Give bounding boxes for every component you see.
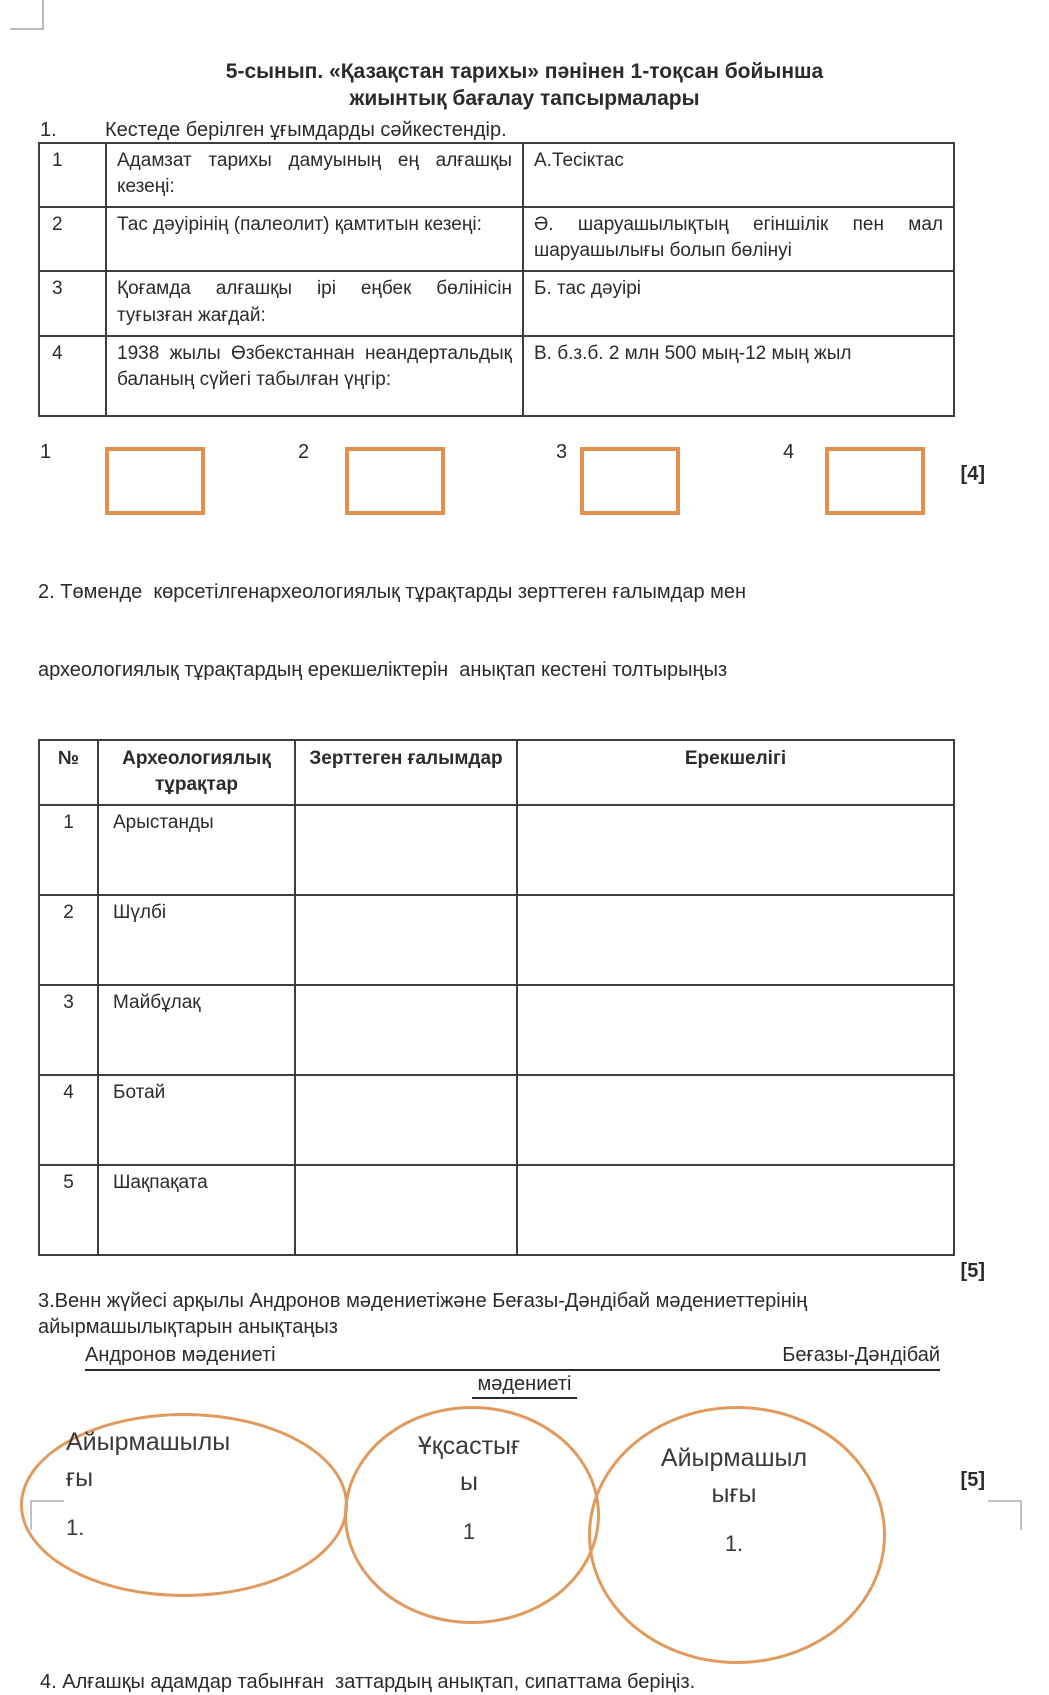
site-row <box>39 985 954 1075</box>
task1-prompt: Кестеде берілген ұғымдарды сәйкестендір. <box>105 118 507 141</box>
right-culture-label: Беғазы-Дәндібай <box>782 1344 940 1367</box>
venn-left-text: Айырмашылы ғы 1. <box>66 1425 230 1543</box>
scholars-blank-cell <box>295 1165 517 1255</box>
site-name-cell: Майбұлақ <box>98 985 295 1075</box>
task2-prompt-line-1: 2. Төменде көрсетілгенархеологиялық тұрақтарды зерттеген ғалымдар мен <box>38 580 747 603</box>
row-number: 4 <box>39 336 106 416</box>
scholars-blank-cell <box>295 1075 517 1165</box>
answer-box-4 <box>825 447 925 515</box>
row-number: 3 <box>39 985 98 1075</box>
term-cell: Қоғамда алғашқы ірі еңбек бөлінісін туғызған жағдай: <box>106 271 523 335</box>
option-cell: Б. тас дәуірі <box>523 271 954 335</box>
option-cell: А.Тесіктас <box>523 143 954 207</box>
term-cell: Тас дәуірінің (палеолит) қамтитын кезеңі: <box>106 207 523 271</box>
term-cell: 1938 жылы Өзбекстаннан неандертальдық баланың сүйегі табылған үңгір: <box>106 336 523 416</box>
row-number: 2 <box>39 207 106 271</box>
venn-diagram <box>0 1403 1049 1661</box>
feature-blank-cell <box>517 1075 954 1165</box>
site-name-cell: Шақпақата <box>98 1165 295 1255</box>
option-cell: В. б.з.б. 2 млн 500 мың-12 мың жыл <box>523 336 954 416</box>
answer-box-2 <box>345 447 445 515</box>
matching-row <box>39 143 954 207</box>
answer-label-4: 4 <box>783 440 795 463</box>
answer-box-3 <box>580 447 680 515</box>
site-row <box>39 895 954 985</box>
row-number: 4 <box>39 1075 98 1165</box>
task1-points-badge: [4] <box>960 462 985 485</box>
archaeological-sites-table <box>38 739 955 1256</box>
row-number: 2 <box>39 895 98 985</box>
matching-row <box>39 271 954 335</box>
scholars-blank-cell <box>295 985 517 1075</box>
venn-left-item: 1. <box>66 1515 85 1541</box>
answer-label-2: 2 <box>298 440 310 463</box>
feature-blank-cell <box>517 1165 954 1255</box>
task2-prompt-line-2: археологиялық тұрақтардың ерекшеліктерін анықтап кестені толтырыңыз <box>38 658 728 681</box>
document-title <box>40 58 1009 113</box>
header-sites: Археологиялық тұрақтар <box>98 740 295 805</box>
matching-table <box>38 142 955 417</box>
venn-middle-text: Ұқсастығ ы 1 <box>344 1429 594 1547</box>
answer-label-1: 1 <box>40 440 52 463</box>
task2-points-row <box>0 1260 985 1284</box>
option-cell: Ә. шаруашылықтың егіншілік пен мал шаруашылығы болып бөлінуі <box>523 207 954 271</box>
task1-number: 1. <box>40 118 57 141</box>
matching-row <box>39 207 954 271</box>
scan-corner-mark-top-left <box>10 0 44 30</box>
row-number: 3 <box>39 271 106 335</box>
task3-prompt-line-1: 3.Венн жүйесі арқылы Андронов мәдениетіжәне Беғазы-Дәндібай мәдениеттерінің <box>38 1290 808 1313</box>
task4-heading: 4. Алғашқы адамдар табынған заттардың анықтап, сипаттама беріңіз. <box>40 1671 696 1694</box>
site-row <box>39 1165 954 1255</box>
feature-blank-cell <box>517 985 954 1075</box>
task2-heading <box>38 527 1011 735</box>
feature-blank-cell <box>517 805 954 895</box>
task3-heading <box>38 1288 1011 1340</box>
answer-label-3: 3 <box>556 440 568 463</box>
answer-box-1 <box>105 447 205 515</box>
task1-heading <box>40 119 1049 142</box>
site-row <box>39 1075 954 1165</box>
left-culture-label: Андронов мәдениеті <box>85 1344 276 1367</box>
task3-prompt-line-2: айырмашылықтарын анықтаңыз <box>38 1316 338 1339</box>
answer-boxes-row <box>0 441 1049 519</box>
header-feature: Ерекшелігі <box>517 740 954 805</box>
row-number: 1 <box>39 143 106 207</box>
task2-points-badge: [5] <box>960 1260 985 1283</box>
title-line-1: 5-сынып. «Қазақстан тарихы» пәнінен 1-тоқсан бойынша <box>225 60 824 83</box>
site-name-cell: Арыстанды <box>98 805 295 895</box>
feature-blank-cell <box>517 895 954 985</box>
title-line-2: жиынтық бағалау тапсырмалары <box>349 87 700 111</box>
scholars-blank-cell <box>295 895 517 985</box>
right-culture-label-continuation: мәдениеті <box>0 1373 1049 1399</box>
venn-right-text: Айырмашыл ығы 1. <box>588 1441 880 1559</box>
header-scholars: Зерттеген ғалымдар <box>295 740 517 805</box>
task3-points-badge: [5] <box>960 1469 985 1492</box>
scholars-blank-cell <box>295 805 517 895</box>
site-row <box>39 805 954 895</box>
table-header-row <box>39 740 954 805</box>
row-number: 5 <box>39 1165 98 1255</box>
matching-row <box>39 336 954 416</box>
site-name-cell: Ботай <box>98 1075 295 1165</box>
venn-right-item: 1. <box>724 1531 744 1557</box>
header-number: № <box>39 740 98 805</box>
site-name-cell: Шүлбі <box>98 895 295 985</box>
row-number: 1 <box>39 805 98 895</box>
venn-culture-labels <box>85 1344 940 1371</box>
term-cell: Адамзат тарихы дамуының ең алғашқы кезеңі: <box>106 143 523 207</box>
venn-middle-item: 1 <box>462 1519 476 1545</box>
